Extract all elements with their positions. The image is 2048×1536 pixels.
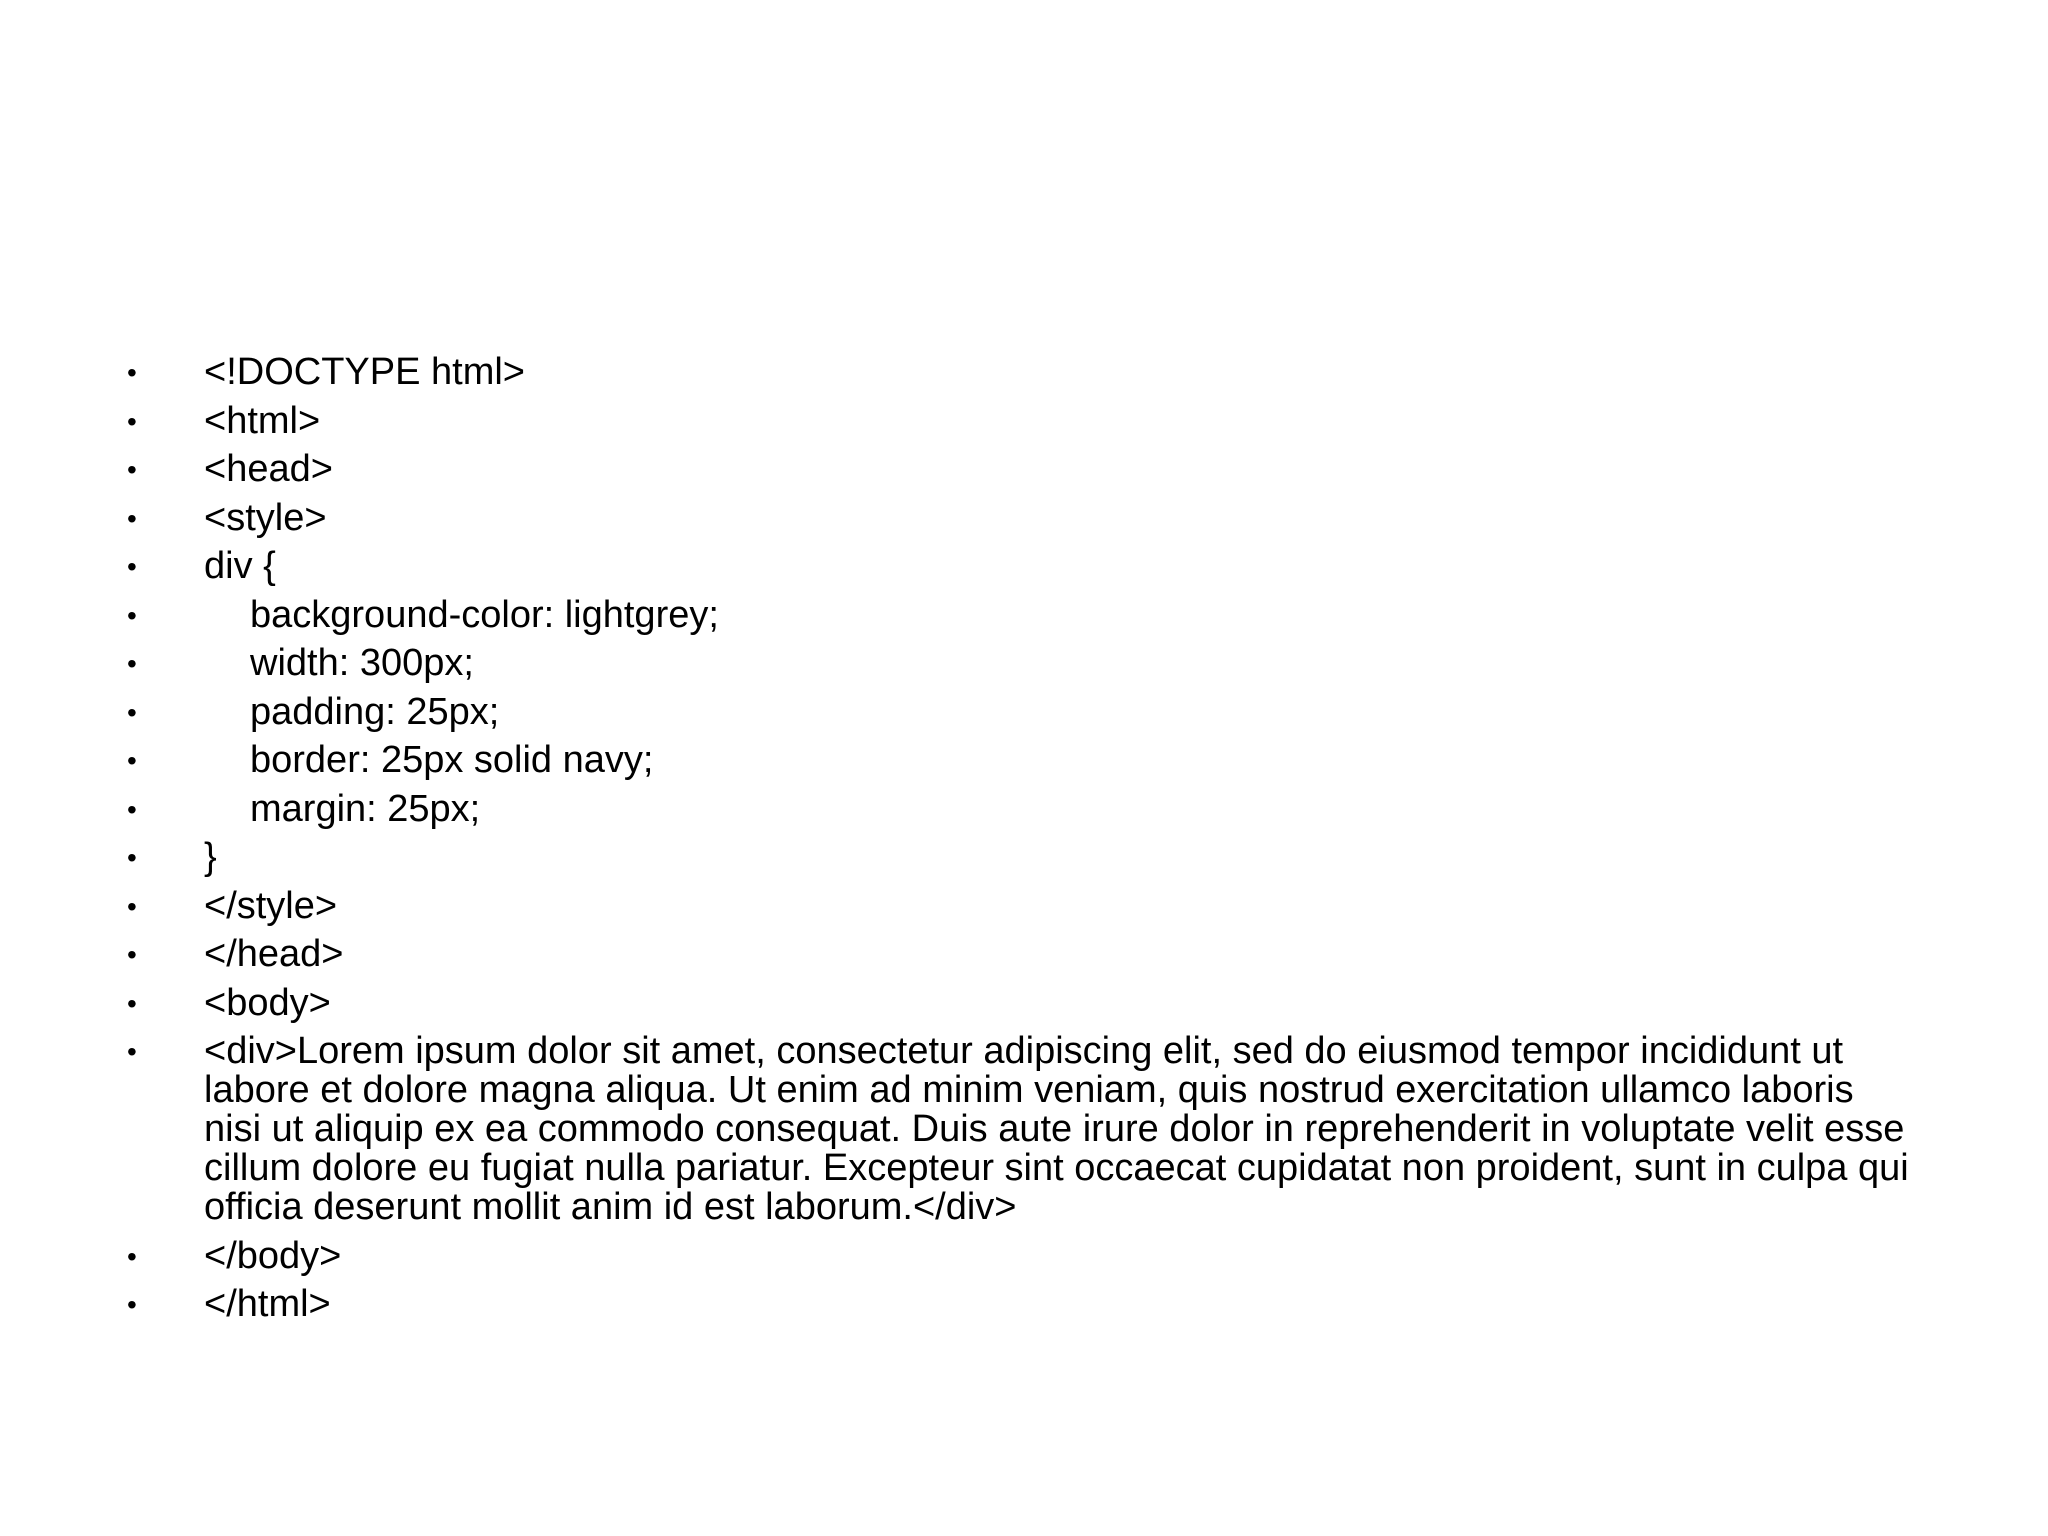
bullet-dot-icon: • <box>127 987 137 1019</box>
bullet-line-head-close <box>120 935 1920 974</box>
bullet-line-close-brace <box>120 838 1920 877</box>
bullet-line-width <box>120 644 1920 683</box>
bullet-line-text: div { <box>204 545 276 587</box>
bullet-line-text: </body> <box>204 1234 342 1277</box>
bullet-line-text: background-color: lightgrey; <box>250 593 719 636</box>
bullet-line-body-open <box>120 981 1920 1024</box>
bullet-dot-icon: • <box>127 1289 137 1320</box>
bullet-line-text: <style> <box>204 496 327 539</box>
bullet-line-body-close <box>120 1234 1920 1277</box>
bullet-dot-icon: • <box>127 405 137 437</box>
bullet-line-div-content <box>120 1032 1920 1227</box>
bullet-dot-icon: • <box>127 1240 137 1272</box>
bullet-line-doctype <box>120 353 1920 392</box>
bullet-line-text: </head> <box>204 933 344 975</box>
bullet-line-text: padding: 25px; <box>250 690 500 733</box>
bullet-line-text: margin: 25px; <box>250 787 481 830</box>
bullet-line-text: <html> <box>204 399 321 442</box>
bullet-dot-icon: • <box>127 696 137 728</box>
bullet-dot-icon: • <box>127 357 137 388</box>
bullet-dot-icon: • <box>127 454 137 485</box>
bullet-dot-icon: • <box>127 648 137 679</box>
bullet-line-text: </style> <box>204 884 338 927</box>
bullet-line-html-open <box>120 399 1920 442</box>
bullet-dot-icon: • <box>127 599 137 631</box>
bullet-line-background-color <box>120 593 1920 636</box>
bullet-line-margin <box>120 787 1920 830</box>
bullet-line-div-selector <box>120 547 1920 586</box>
bullet-line-text: <body> <box>204 981 331 1024</box>
bullet-dot-icon: • <box>127 793 137 825</box>
bullet-line-style-open <box>120 496 1920 539</box>
bullet-line-style-close <box>120 884 1920 927</box>
bullet-line-head-open <box>120 450 1920 489</box>
bullet-dot-icon: • <box>127 890 137 922</box>
bullet-line-text: border: 25px solid navy; <box>250 739 654 781</box>
bullet-dot-icon: • <box>127 551 137 582</box>
bullet-dot-icon: • <box>127 842 137 873</box>
bullet-line-text: } <box>204 836 217 878</box>
bullet-dot-icon: • <box>127 1036 137 1067</box>
bullet-line-border <box>120 741 1920 780</box>
bullet-line-text: </html> <box>204 1283 331 1325</box>
bullet-dot-icon: • <box>127 939 137 970</box>
bullet-line-text: <head> <box>204 448 333 490</box>
bullet-line-html-close <box>120 1285 1920 1324</box>
bullet-line-text: <div>Lorem ipsum dolor sit amet, consectetur adipiscing elit, sed do eiusmod tempor incididunt ut labore et dolore magna aliqua. Ut enim ad minim veniam, quis nostrud exercitation ullamco laboris nisi ut aliquip ex ea commodo consequat. Duis aute irure dolor in reprehenderit in voluptate velit esse cillum dolore eu fugiat nulla pariatur. Excepteur sint occaecat cupidatat non proident, sunt in culpa qui officia deserunt mollit anim id est laborum.</div> <box>204 1030 1920 1228</box>
bullet-dot-icon: • <box>127 745 137 776</box>
bullet-line-padding <box>120 690 1920 733</box>
bullet-line-text: width: 300px; <box>250 642 474 684</box>
bullet-line-text: <!DOCTYPE html> <box>204 351 525 393</box>
code-bullet-list <box>120 353 1920 1334</box>
bullet-dot-icon: • <box>127 502 137 534</box>
